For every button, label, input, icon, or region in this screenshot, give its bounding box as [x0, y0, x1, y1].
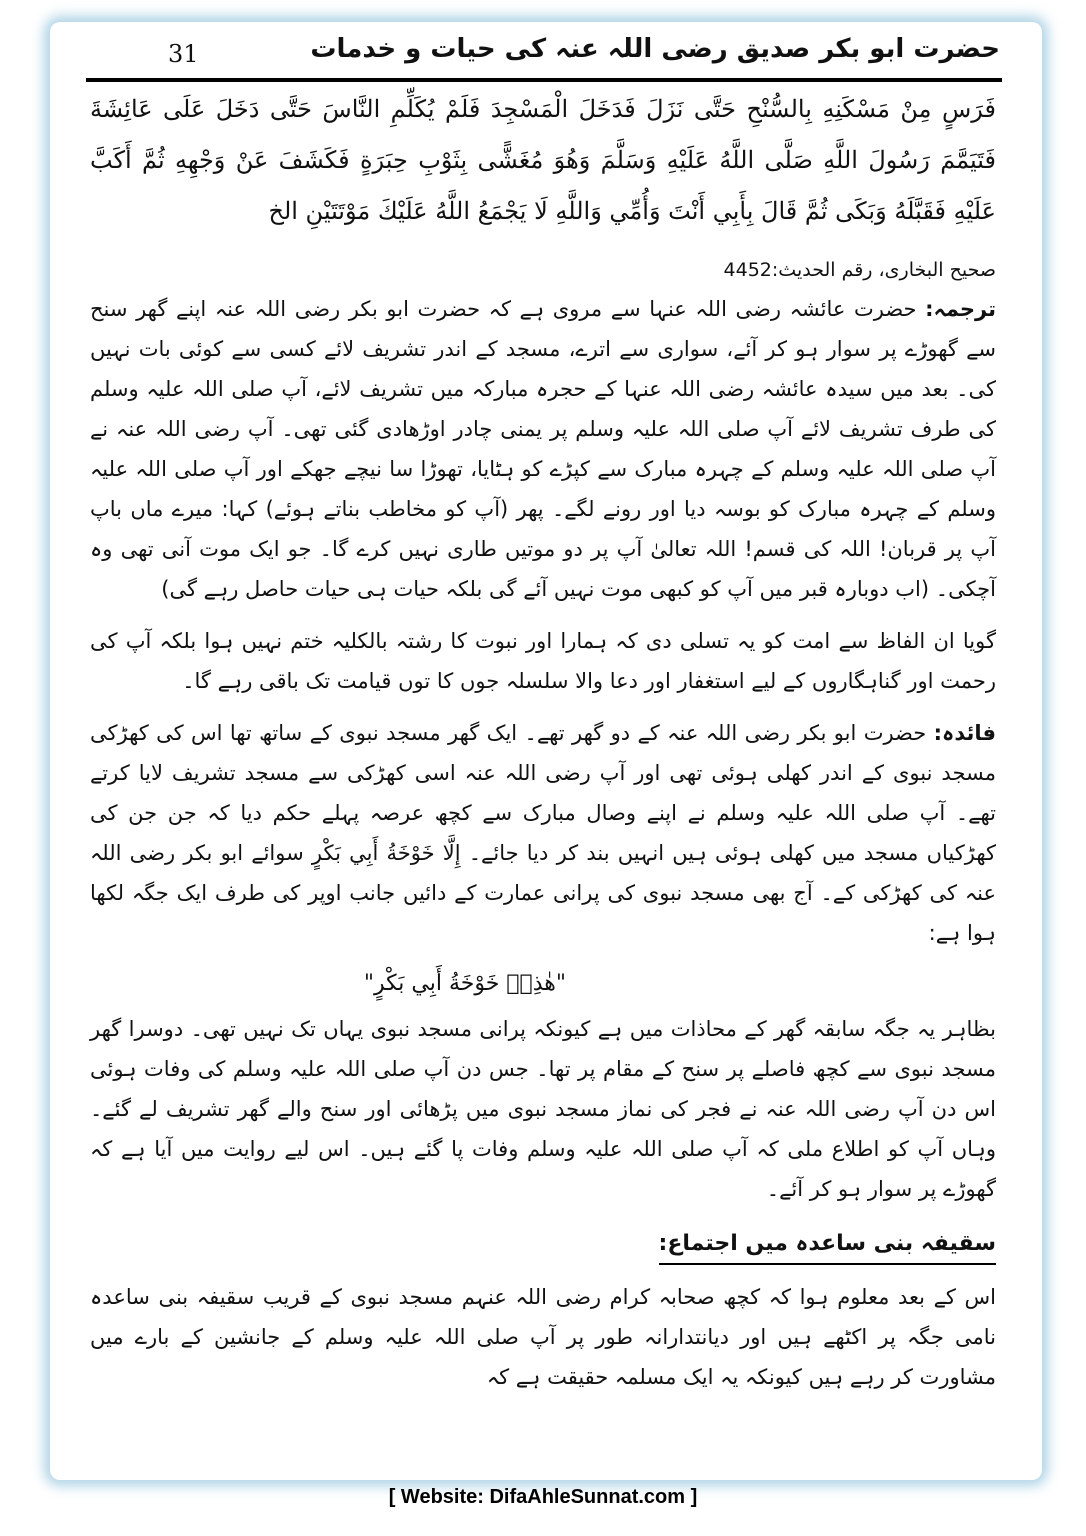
page-header — [90, 34, 1000, 78]
benefit-paragraph — [90, 713, 996, 953]
inscription-quote: "هٰذِهٖ خَوْخَةُ أَبِي بَكْرٍ" — [363, 971, 566, 996]
header-rule — [86, 78, 1002, 82]
consolation-paragraph: گویا ان الفاظ سے امت کو یہ تسلی دی کہ ہمارا اور نبوت کا رشتہ بالکلیہ ختم نہیں ہوا بلکہ آپ کی رحمت اور گناہگاروں کے لیے استغفار اور دعا والا سلسلہ جوں کا توں قیامت تک باقی رہے گا۔ — [90, 629, 996, 693]
website-footer: [ Website: DifaAhleSunnat.com ] — [388, 1486, 698, 1508]
benefit-text: حضرت ابو بکر رضی اللہ عنہ کے دو گھر تھے۔ ایک گھر مسجد نبوی کے ساتھ تھا اس کی کھڑکی مسجد نبوی کے اندر کھلی ہوئی تھی اور آپ رضی اللہ عنہ اسی کھڑکی سے مسجد تشریف لایا کرتے تھے۔ آپ صلی اللہ علیہ وسلم نے اپنے وصال مبارک سے کچھ عرصہ پہلے حکم دیا کہ جن جن کی کھڑکیاں مسجد میں کھلی ہوئی ہیں انہیں بند کر دیا جائے۔ إِلَّا خَوْخَةُ أَبِي بَكْرٍ سوائے ابو بکر رضی اللہ عنہ کی کھڑکی کے۔ آج بھی مسجد نبوی کی پرانی عمارت کے دائیں جانب اوپر کی طرف ایک جگہ لکھا ہوا ہے: — [90, 721, 996, 945]
translation-label: ترجمہ: — [925, 297, 996, 321]
arabic-hadith-text: فَرَسٍ مِنْ مَسْكَنِهِ بِالسُّنْحِ حَتَّى نَزَلَ فَدَخَلَ الْمَسْجِدَ فَلَمْ يُكَلِّمِ النَّاسَ حَتَّى دَخَلَ عَلَى عَائِشَةَ فَتَيَمَّمَ رَسُولَ اللَّهِ صَلَّى اللَّهُ عَلَيْهِ وَسَلَّمَ وَهُوَ مُغَشًّى بِثَوْبِ حِبَرَةٍ فَكَشَفَ عَنْ وَجْهِهِ ثُمَّ أَكَبَّ عَلَيْهِ فَقَبَّلَهُ وَبَكَى ثُمَّ قَالَ بِأَبِي أَنْتَ وَأُمِّي وَاللَّهِ لَا يَجْمَعُ اللَّهُ عَلَيْكَ مَوْتَتَيْنِ الخ — [90, 95, 996, 225]
house-paragraph: بظاہر یہ جگہ سابقہ گھر کے محاذات میں ہے کیونکہ پرانی مسجد نبوی یہاں تک نہیں تھی۔ دوسرا گھر مسجد نبوی سے کچھ فاصلے پر سنح کے مقام پر تھا۔ جس دن آپ صلی اللہ علیہ وسلم کی وفات ہوئی اس دن آپ رضی اللہ عنہ نے فجر کی نماز مسجد نبوی میں پڑھائی اور سنح والے گھر تشریف لے گئے۔ وہاں آپ کو اطلاع ملی کہ آپ صلی اللہ علیہ وسلم وفات پا گئے ہیں۔ اس لیے روایت میں آیا ہے کہ گھوڑے پر سوار ہو کر آئے۔ — [90, 1017, 996, 1201]
book-title: حضرت ابو بکر صدیق رضی اللہ عنہ کی حیات و خدمات — [310, 34, 1000, 64]
hadith-reference: صحیح البخاری، رقم الحدیث:4452 — [723, 259, 996, 281]
page-content — [90, 84, 996, 1409]
benefit-label: فائدہ: — [933, 721, 996, 745]
page-number: 31 — [168, 40, 199, 68]
translation-text: حضرت عائشہ رضی اللہ عنہا سے مروی ہے کہ حضرت ابو بکر رضی اللہ عنہ اپنے گھر سنح سے گھوڑے پر سوار ہو کر آئے، سواری سے اترے، مسجد کے اندر تشریف لائے کسی سے کوئی بات نہیں کی۔ بعد میں سیدہ عائشہ رضی اللہ عنہا کے حجرہ مبارکہ میں تشریف لائے، آپ صلی اللہ علیہ وسلم کی طرف تشریف لائے آپ صلی اللہ علیہ وسلم پر یمنی چادر اوڑھادی گئی تھی۔ آپ رضی اللہ عنہ نے آپ صلی اللہ علیہ وسلم کے چہرہ مبارک سے کپڑے کو ہٹایا، تھوڑا سا نیچے جھکے اور آپ صلی اللہ علیہ وسلم کے چہرہ مبارک کو بوسہ دیا اور رونے لگے۔ پھر (آپ کو مخاطب بناتے ہوئے) کہا: میرے ماں باپ آپ پر قربان! اللہ کی قسم! اللہ تعالیٰ آپ پر دو موتیں طاری نہیں کرے گا۔ جو ایک موت آنی تھی وہ آچکی۔ (اب دوبارہ قبر میں آپ کو کبھی موت نہیں آئے گی بلکہ حیات ہی حیات حاصل رہے گی) — [90, 297, 996, 601]
section-paragraph: اس کے بعد معلوم ہوا کہ کچھ صحابہ کرام رضی اللہ عنہم مسجد نبوی کے قریب سقیفہ بنی ساعدہ نامی جگہ پر اکٹھے ہیں اور دیانتدارانہ طور پر آپ صلی اللہ علیہ وسلم کے جانشین کے بارے میں مشاورت کر رہے ہیں کیونکہ یہ ایک مسلمہ حقیقت ہے کہ — [90, 1285, 996, 1389]
section-heading: سقیفہ بنی ساعدہ میں اجتماع: — [659, 1225, 996, 1265]
translation-paragraph — [90, 289, 996, 609]
